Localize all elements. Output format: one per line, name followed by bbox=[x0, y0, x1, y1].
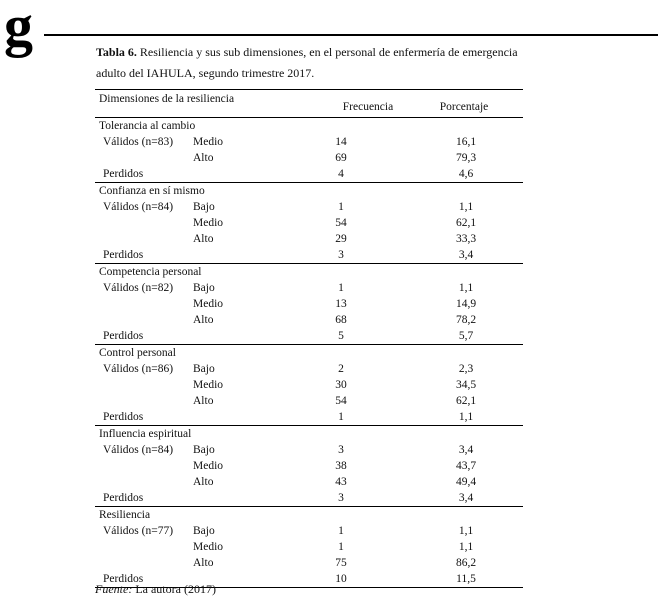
frequency-cell: 4 bbox=[338, 168, 344, 180]
table-body bbox=[95, 118, 523, 587]
percent-cell: 3,4 bbox=[458, 249, 474, 261]
table-row bbox=[95, 361, 523, 377]
lost-row bbox=[95, 328, 523, 344]
table-section bbox=[95, 183, 523, 264]
table-header bbox=[95, 90, 523, 118]
frequency-cell: 10 bbox=[335, 573, 347, 585]
lost-label: Perdidos bbox=[103, 249, 144, 261]
table-section bbox=[95, 264, 523, 345]
frequency-cell: 30 bbox=[335, 379, 347, 391]
frequency-cell: 3 bbox=[338, 249, 344, 261]
frequency-cell: 1 bbox=[338, 201, 344, 213]
percent-cell: 4,6 bbox=[458, 168, 474, 180]
valid-group-label: Válidos (n=86) bbox=[103, 363, 174, 375]
caption-text: Resiliencia y sus sub dimensiones, en el personal de enfermería de emergencia bbox=[139, 45, 518, 59]
category-label: Medio bbox=[193, 379, 224, 391]
frequency-cell: 54 bbox=[335, 395, 347, 407]
lost-row bbox=[95, 409, 523, 425]
frequency-cell: 1 bbox=[338, 282, 344, 294]
category-label: Alto bbox=[193, 557, 214, 569]
section-title-row bbox=[95, 426, 523, 442]
table-row bbox=[95, 280, 523, 296]
frequency-cell: 3 bbox=[338, 444, 344, 456]
category-label: Medio bbox=[193, 217, 224, 229]
section-title: Tolerancia al cambio bbox=[99, 120, 196, 132]
table-row bbox=[95, 215, 523, 231]
percent-cell: 79,3 bbox=[455, 152, 477, 164]
lost-label: Perdidos bbox=[103, 573, 144, 585]
frequency-cell: 5 bbox=[338, 330, 344, 342]
frequency-cell: 75 bbox=[335, 557, 347, 569]
table-row bbox=[95, 150, 523, 166]
percent-cell: 78,2 bbox=[455, 314, 477, 326]
frequency-cell: 14 bbox=[335, 136, 347, 148]
table-row bbox=[95, 134, 523, 150]
frequency-cell: 1 bbox=[338, 411, 344, 423]
percent-cell: 5,7 bbox=[458, 330, 474, 342]
section-title-row bbox=[95, 264, 523, 280]
table-row bbox=[95, 555, 523, 571]
category-label: Alto bbox=[193, 395, 214, 407]
section-title-row bbox=[95, 507, 523, 523]
frequency-cell: 29 bbox=[335, 233, 347, 245]
category-label: Bajo bbox=[193, 525, 215, 537]
valid-group-label: Válidos (n=82) bbox=[103, 282, 174, 294]
frequency-cell: 2 bbox=[338, 363, 344, 375]
frequency-cell: 13 bbox=[335, 298, 347, 310]
category-label: Alto bbox=[193, 152, 214, 164]
table-row bbox=[95, 474, 523, 490]
table-row bbox=[95, 442, 523, 458]
header-percent: Porcentaje bbox=[439, 101, 489, 113]
percent-cell: 34,5 bbox=[455, 379, 477, 391]
frequency-cell: 1 bbox=[338, 525, 344, 537]
table-row bbox=[95, 377, 523, 393]
valid-group-label: Válidos (n=83) bbox=[103, 136, 174, 148]
caption-label: Tabla 6. bbox=[96, 45, 137, 59]
section-title-row bbox=[95, 345, 523, 361]
percent-cell: 1,1 bbox=[458, 525, 474, 537]
category-label: Medio bbox=[193, 541, 224, 553]
percent-cell: 14,9 bbox=[455, 298, 477, 310]
percent-cell: 86,2 bbox=[455, 557, 477, 569]
source-text: La autora (2017) bbox=[135, 582, 216, 596]
percent-cell: 1,1 bbox=[458, 541, 474, 553]
lost-row bbox=[95, 247, 523, 263]
section-title: Influencia espiritual bbox=[99, 428, 192, 440]
percent-cell: 62,1 bbox=[455, 395, 477, 407]
table-row bbox=[95, 393, 523, 409]
category-label: Medio bbox=[193, 136, 224, 148]
section-title: Confianza en sí mismo bbox=[99, 185, 205, 197]
table-row bbox=[95, 539, 523, 555]
category-label: Alto bbox=[193, 233, 214, 245]
frequency-cell: 69 bbox=[335, 152, 347, 164]
category-label: Medio bbox=[193, 298, 224, 310]
frequency-cell: 1 bbox=[338, 541, 344, 553]
source-label: Fuente: bbox=[95, 582, 133, 596]
header-rule bbox=[44, 34, 658, 36]
section-title-row bbox=[95, 183, 523, 199]
table-source bbox=[95, 582, 216, 597]
category-label: Bajo bbox=[193, 444, 215, 456]
percent-cell: 1,1 bbox=[458, 282, 474, 294]
percent-cell: 2,3 bbox=[458, 363, 474, 375]
frequency-cell: 3 bbox=[338, 492, 344, 504]
header-dimension: Dimensiones de la resiliencia bbox=[99, 93, 235, 105]
table-row bbox=[95, 523, 523, 539]
percent-cell: 33,3 bbox=[455, 233, 477, 245]
percent-cell: 3,4 bbox=[458, 444, 474, 456]
frequency-cell: 38 bbox=[335, 460, 347, 472]
valid-group-label: Válidos (n=84) bbox=[103, 444, 174, 456]
table-row bbox=[95, 312, 523, 328]
resilience-table bbox=[95, 89, 523, 588]
frequency-cell: 68 bbox=[335, 314, 347, 326]
lost-row bbox=[95, 490, 523, 506]
table-section bbox=[95, 426, 523, 507]
percent-cell: 62,1 bbox=[455, 217, 477, 229]
category-label: Alto bbox=[193, 476, 214, 488]
percent-cell: 1,1 bbox=[458, 411, 474, 423]
percent-cell: 49,4 bbox=[455, 476, 477, 488]
category-label: Bajo bbox=[193, 201, 215, 213]
lost-label: Perdidos bbox=[103, 492, 144, 504]
lost-row bbox=[95, 166, 523, 182]
caption-text-2: adulto del IAHULA, segundo trimestre 2017. bbox=[96, 66, 315, 80]
percent-cell: 11,5 bbox=[456, 573, 476, 585]
lost-label: Perdidos bbox=[103, 411, 144, 423]
category-label: Alto bbox=[193, 314, 214, 326]
table-caption bbox=[96, 42, 536, 84]
percent-cell: 3,4 bbox=[458, 492, 474, 504]
frequency-cell: 43 bbox=[335, 476, 347, 488]
table-row bbox=[95, 199, 523, 215]
table-section bbox=[95, 345, 523, 426]
section-title: Control personal bbox=[99, 347, 176, 359]
lost-label: Perdidos bbox=[103, 168, 144, 180]
journal-logo: g bbox=[4, 0, 33, 58]
percent-cell: 43,7 bbox=[455, 460, 477, 472]
table-row bbox=[95, 296, 523, 312]
section-title: Resiliencia bbox=[99, 509, 151, 521]
table-row bbox=[95, 231, 523, 247]
table-section bbox=[95, 507, 523, 587]
valid-group-label: Válidos (n=77) bbox=[103, 525, 174, 537]
section-title: Competencia personal bbox=[99, 266, 202, 278]
category-label: Bajo bbox=[193, 282, 215, 294]
lost-label: Perdidos bbox=[103, 330, 144, 342]
category-label: Bajo bbox=[193, 363, 215, 375]
section-title-row bbox=[95, 118, 523, 134]
header-frequency: Frecuencia bbox=[342, 101, 394, 113]
percent-cell: 1,1 bbox=[458, 201, 474, 213]
percent-cell: 16,1 bbox=[455, 136, 477, 148]
frequency-cell: 54 bbox=[335, 217, 347, 229]
table-section bbox=[95, 118, 523, 183]
valid-group-label: Válidos (n=84) bbox=[103, 201, 174, 213]
category-label: Medio bbox=[193, 460, 224, 472]
table-row bbox=[95, 458, 523, 474]
